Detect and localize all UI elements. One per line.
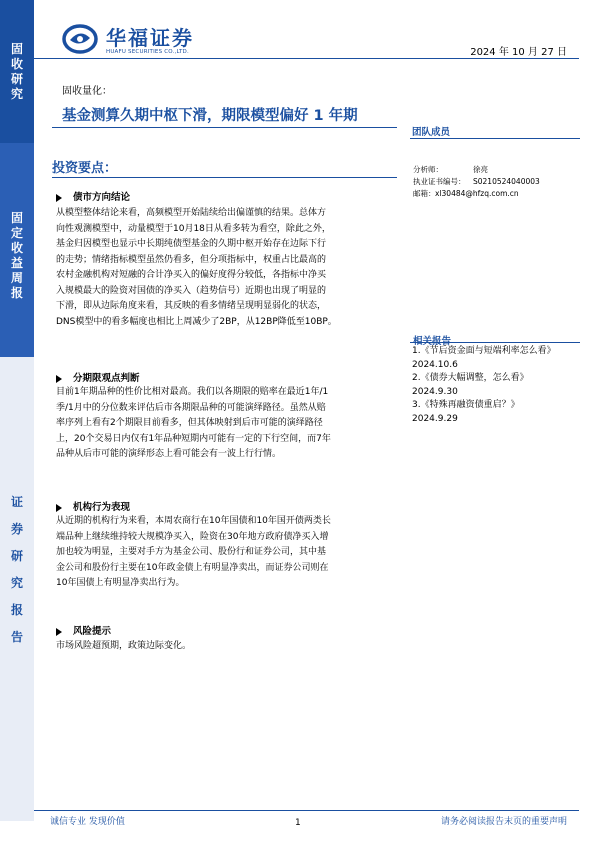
left-sidebar: [0, 0, 34, 841]
analyst-name-label: 分析师：: [413, 165, 443, 174]
team-members-label: 团队成员: [412, 127, 451, 138]
analyst-email[interactable]: xl30484@hfzq.com.cn: [435, 189, 519, 198]
sidebar-top-label: 固 收 研 究: [10, 42, 23, 101]
section-paragraph: 市场风险超预期，政策边际变化。: [56, 641, 192, 651]
related-report-date: 2024.9.29: [412, 413, 458, 424]
cert-label: 执业证书编号：: [413, 177, 466, 186]
bullet-triangle-icon: [56, 194, 62, 202]
bullet-triangle-icon: [56, 628, 62, 636]
sidebar-middle-label: 固 定 收 益 周 报: [10, 211, 23, 300]
email-label: 邮箱：: [413, 189, 436, 198]
footer-disclaimer: 请务必阅读报告末页的重要声明: [440, 817, 567, 827]
section-paragraph: 目前1年期品种的性价比相对最高。我们以各期限的赔率在最近1年/1 季/1月中的分位数来评估后市各期限品种的可能演绎路径。虽然从赔 率序列上看有2个期限目前看多，但其体映射到后市可能的演绎路径 上，20个交易日内仅有1年品种短期内可能有一定的下行空间，而7年 品种从后市可能的演绎形态上看可能会有一波上行行情。: [56, 387, 331, 459]
footer-slogan: 诚信专业 发现价值: [50, 817, 125, 827]
logo-english-name: HUAFU SECURITIES CO.,LTD.: [106, 49, 189, 55]
bullet-triangle-icon: [56, 375, 62, 383]
related-report-title[interactable]: 2.《债券大幅调整，怎么看》: [412, 373, 529, 383]
analyst-info: [413, 164, 540, 200]
analyst-name: 徐亮: [473, 165, 488, 174]
related-report-date: 2024.9.30: [412, 386, 458, 397]
sidebar-bottom-label: 证 券 研 究 报 告: [10, 495, 23, 644]
section-heading: 机构行为表现: [56, 499, 130, 513]
report-date: 2024 年 10 月 27 日: [470, 47, 567, 58]
section-heading: 债市方向结论: [56, 189, 130, 203]
sidebar-top-block: [0, 0, 34, 143]
related-reports-list: [412, 345, 587, 426]
related-divider: [410, 342, 580, 343]
key-points-heading: 投资要点：: [52, 161, 118, 176]
footer-divider: [34, 810, 579, 811]
cert-number: S0210524040003: [473, 177, 540, 186]
section-heading: 分期限观点判断: [56, 370, 140, 384]
section-paragraph: 从模型整体结论来看，高频模型开始陆续给出偏谨慎的结果。总体方 向性观测模型中，动量模型于10月18日从看多转为看空，除此之外， 基金归因模型也显示中长期纯债型基金的久期中枢开始存在边际下行 的走势；情绪指标模型虽然仍看多，但分项指标中，权重占比最高的 农村金融机构对短融的合计净买入的偏好度得分较低，各指标中净买 入规模最大的险资对国债的净买入（趋势信号）近期也出现了明显的 下滑，即从边际角度来看，其反映的看多情绪呈现明显弱化的状态， DNS模型中的看多幅度也相比上周减少了2BP，从12BP降低至10BP。: [56, 208, 337, 327]
title-divider: [52, 127, 397, 128]
section-heading: 风险提示: [56, 623, 111, 637]
sidebar-bottom-block: [0, 357, 34, 821]
logo-chinese-name: 华福证券: [106, 26, 194, 50]
section-paragraph: 从近期的机构行为来看，本周农商行在10年国债和10年国开债两类长 端品种上继续维持较大规模净买入，险资在30年地方政府债净买入增 加也较为明显，主要对手方为基金公司、股份行和证券公司，其中基 金公司和股份行主要在10年政金债上有明显净卖出，而证券公司则在 10年国债上有明显净卖出行为。: [56, 516, 331, 588]
company-logo: [62, 22, 222, 62]
header-divider: [34, 58, 579, 59]
report-category: 固收量化：: [62, 86, 112, 97]
sidebar-middle-block: [0, 143, 34, 357]
related-report-title[interactable]: 3.《特殊再融资债重启？》: [412, 400, 520, 410]
team-divider: [410, 138, 580, 139]
bullet-triangle-icon: [56, 504, 62, 512]
key-points-divider: [52, 177, 397, 178]
page-number: 1: [295, 818, 301, 828]
logo-mark-icon: [62, 24, 98, 54]
report-title: 基金测算久期中枢下滑，期限模型偏好 1 年期: [62, 108, 358, 124]
related-report-date: 2024.10.6: [412, 359, 458, 370]
related-report-title[interactable]: 1.《节后资金面与短端利率怎么看》: [412, 346, 556, 356]
